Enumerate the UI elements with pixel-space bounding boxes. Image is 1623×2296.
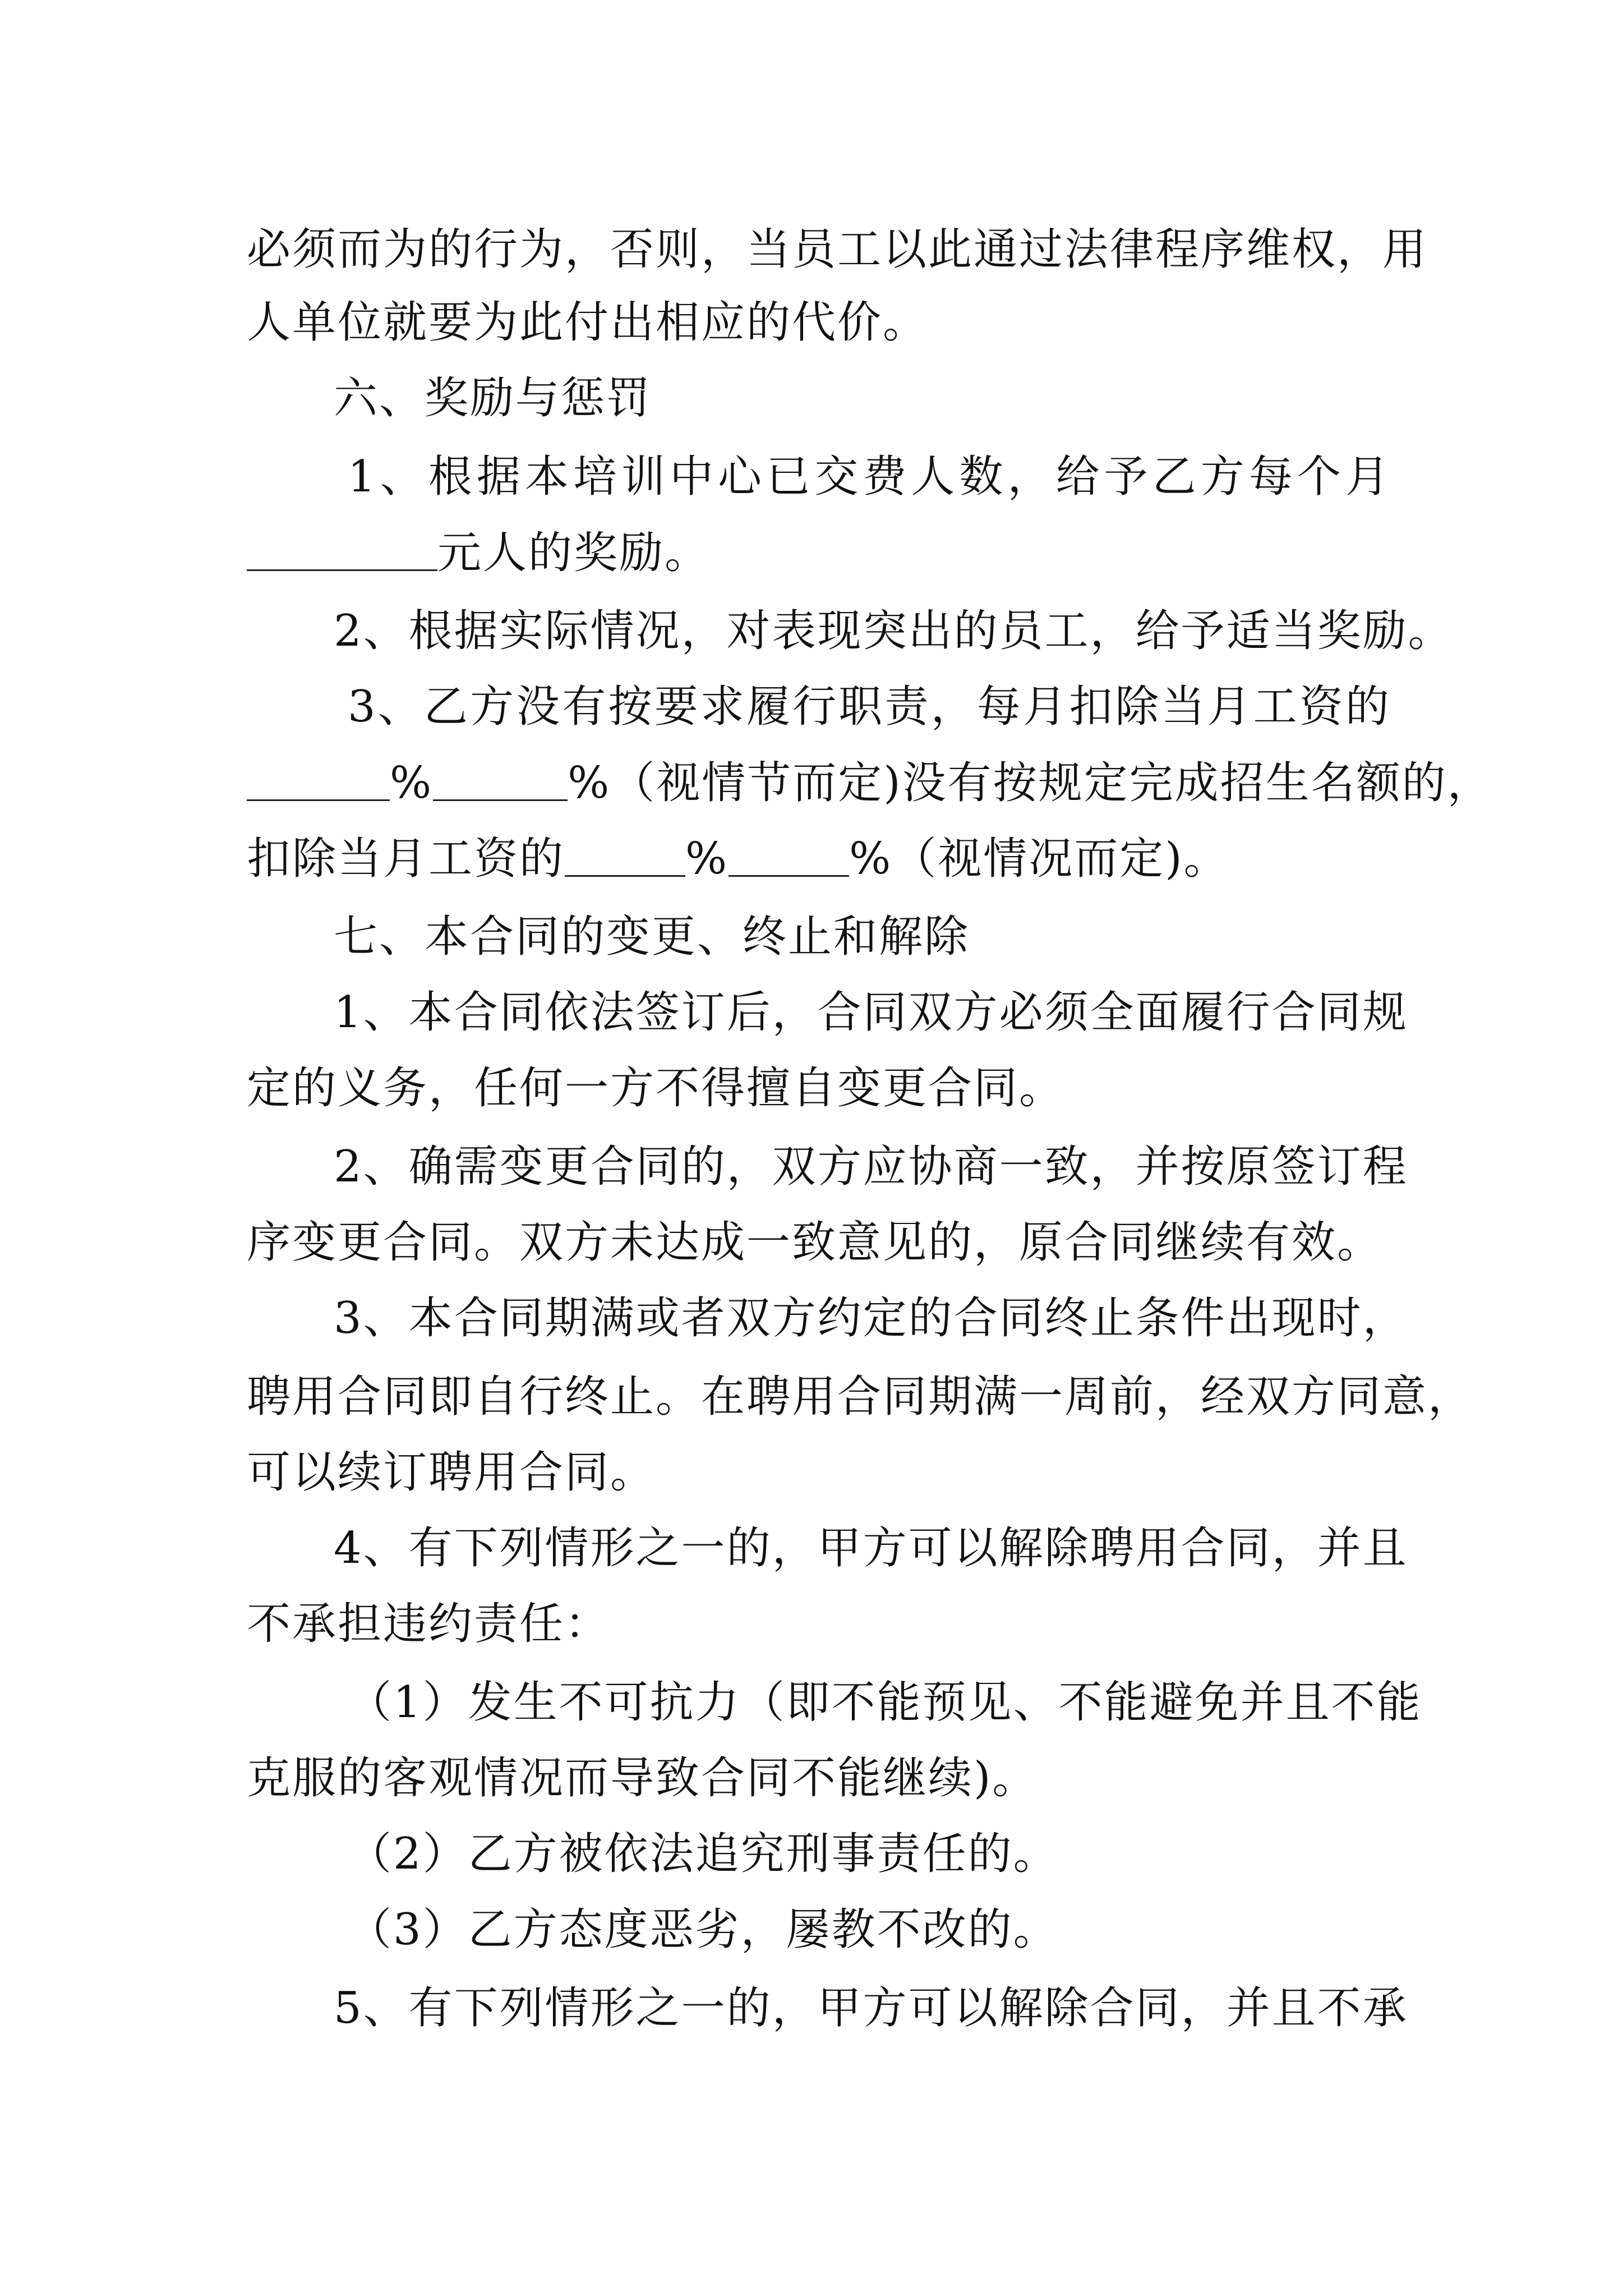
- paragraph-line: 人单位就要为此付出相应的代价。: [247, 297, 929, 348]
- text-fragment: 扣除当月工资的: [247, 834, 565, 884]
- paragraph-line: [247, 830, 1391, 887]
- text-fragment: %（视情况而定)。: [849, 834, 1229, 884]
- paragraph-line: 定的义务，任何一方不得擅自变更合同。: [247, 1063, 1065, 1114]
- paragraph-line: 可以续订聘用合同。: [247, 1447, 656, 1498]
- paragraph-line: （1）发生不可抗力（即不能预见、不能避免并且不能: [348, 1677, 1422, 1728]
- paragraph-line: 1、本合同依法签订后，合同双方必须全面履行合同规: [334, 987, 1408, 1038]
- paragraph-line: 2、确需变更合同的，双方应协商一致，并按原签订程: [334, 1142, 1408, 1192]
- paragraph-line: 序变更合同。双方未达成一致意见的，原合同继续有效。: [247, 1217, 1383, 1268]
- paragraph-line: 3、乙方没有按要求履行职责，每月扣除当月工资的: [348, 682, 1391, 732]
- paragraph-line: 5、有下列情形之一的，甲方可以解除合同，并且不承: [334, 1983, 1408, 2033]
- text-fragment: 元人的奖励。: [437, 528, 711, 578]
- fill-in-blank[interactable]: [247, 754, 390, 801]
- paragraph-line: 克服的客观情况而导致合同不能继续)。: [247, 1753, 1038, 1803]
- fill-in-blank[interactable]: [728, 830, 849, 877]
- paragraph-line: 2、根据实际情况，对表现突出的员工，给予适当奖励。: [334, 606, 1454, 656]
- paragraph-line: [247, 754, 1493, 811]
- paragraph-line: 4、有下列情形之一的，甲方可以解除聘用合同，并且: [334, 1523, 1408, 1573]
- paragraph-line: 必须而为的行为，否则，当员工以此通过法律程序维权，用: [247, 224, 1428, 275]
- fill-in-blank[interactable]: [247, 524, 437, 571]
- text-fragment: %（视情节而定)没有按规定完成招生名额的，: [568, 758, 1493, 808]
- paragraph-line: （2）乙方被依法追究刑事责任的。: [348, 1829, 1059, 1879]
- fill-in-blank[interactable]: [565, 830, 685, 877]
- paragraph-line: 3、本合同期满或者双方约定的合同终止条件出现时，: [334, 1293, 1408, 1343]
- text-fragment: %: [685, 834, 729, 884]
- section-heading-contract-changes: 七、本合同的变更、终止和解除: [334, 912, 970, 962]
- paragraph-line: 不承担违约责任：: [247, 1599, 611, 1649]
- paragraph-line: [247, 524, 1391, 581]
- section-heading-rewards: 六、奖励与惩罚: [334, 373, 652, 424]
- paragraph-line: （3）乙方态度恶劣，屡教不改的。: [348, 1904, 1059, 1955]
- text-fragment: %: [390, 758, 434, 808]
- fill-in-blank[interactable]: [433, 754, 568, 801]
- paragraph-line: 聘用合同即自行终止。在聘用合同期满一周前，经双方同意，: [247, 1372, 1474, 1422]
- paragraph-line: 1、根据本培训中心已交费人数，给予乙方每个月: [348, 452, 1391, 502]
